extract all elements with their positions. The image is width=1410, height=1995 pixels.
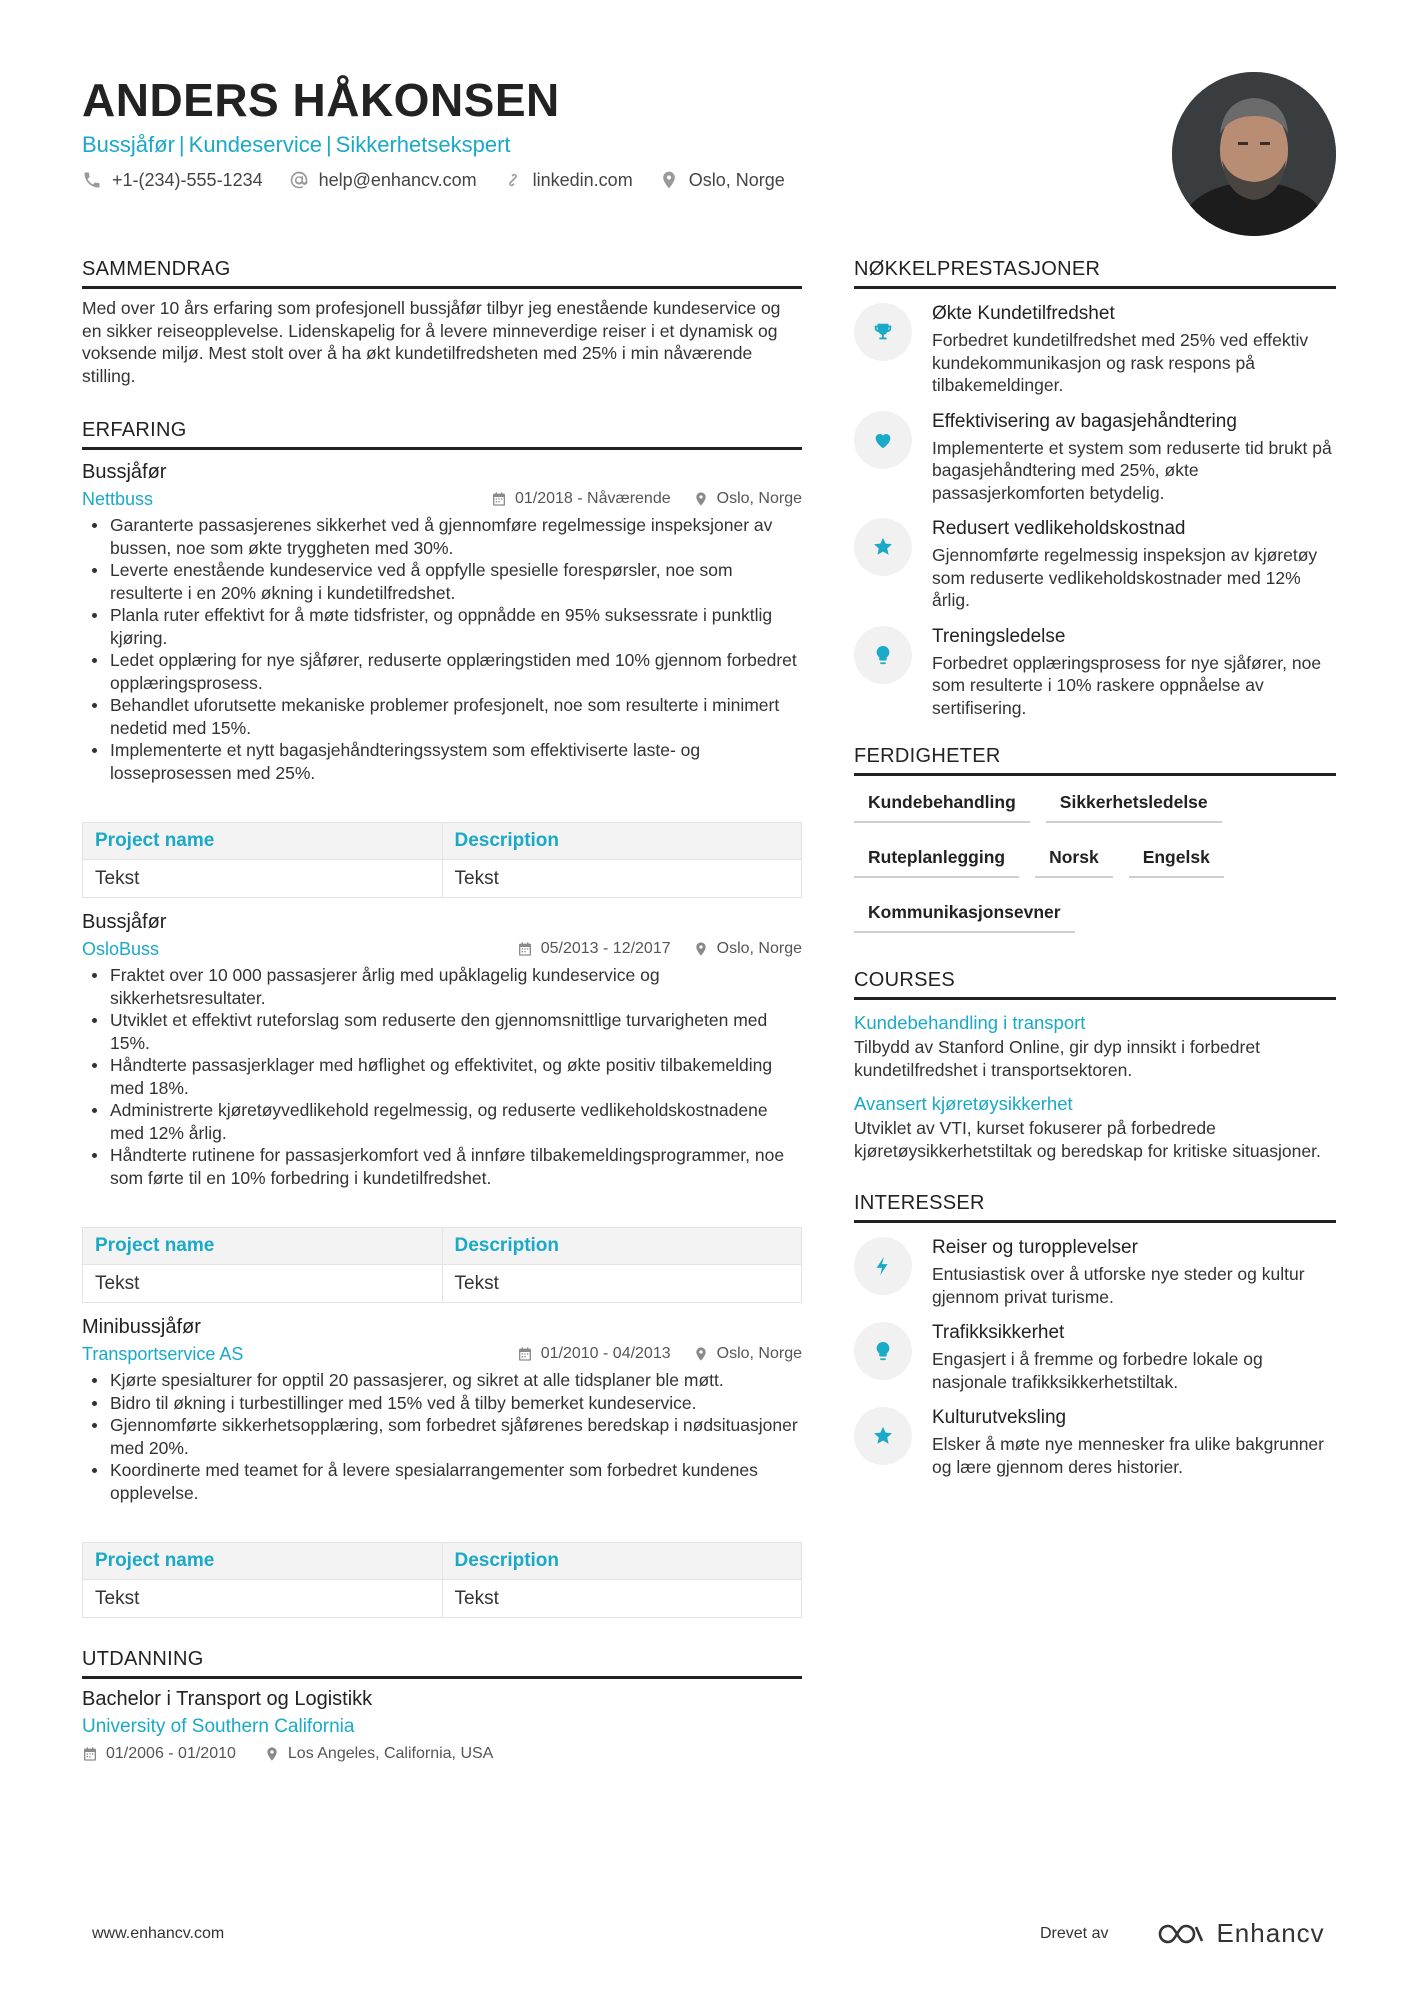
job-title: Minibussjåfør <box>82 1316 201 1338</box>
job-dates-text: 01/2018 - Nåværende <box>514 490 671 507</box>
degree: Bachelor i Transport og Logistikk <box>82 1688 373 1710</box>
skill-tag: Sikkerhetsledelse <box>1046 784 1222 823</box>
interest-title: Trafikksikkerhet <box>932 1322 1065 1343</box>
email-text: help@enhancv.com <box>318 170 477 190</box>
contact-linkedin[interactable] <box>503 166 633 194</box>
table-header-project: Project name <box>83 1228 443 1265</box>
achievement-title: Effektivisering av bagasjehåndtering <box>932 410 1237 432</box>
interest-item <box>854 1320 1336 1393</box>
job-bullets <box>82 514 802 784</box>
achievement-body <box>932 516 1336 612</box>
list-item: Bidro til økning i turbestillinger med 15% ved å tilby bemerket kundeservice. <box>82 1392 802 1415</box>
list-item: Administrerte kjøretøyvedlikehold regelmessig, og reduserte vedlikeholdskostnadene med 12% årlig. <box>82 1099 802 1144</box>
calendar-icon <box>517 1346 533 1362</box>
education-section <box>82 1646 802 1767</box>
company-name[interactable]: Transportservice AS <box>82 1344 244 1364</box>
education-location <box>264 1741 493 1767</box>
phone-text: +1-(234)-555-1234 <box>112 170 263 190</box>
education-dates-text: 01/2006 - 01/2010 <box>106 1745 236 1762</box>
resume-header <box>82 72 1142 194</box>
tagline-role-2: Kundeservice <box>188 132 322 157</box>
location-pin-icon <box>693 491 709 507</box>
table-row <box>83 1265 802 1303</box>
table-header-description: Description <box>442 823 802 860</box>
table-header-description: Description <box>442 1543 802 1580</box>
list-item: Koordinerte med teamet for å levere spesialarrangementer som forbedret kundenes opplevelse. <box>82 1459 802 1504</box>
job-meta <box>82 1341 802 1367</box>
achievement-body <box>932 409 1336 505</box>
interest-text: Elsker å møte nye mennesker fra ulike bakgrunner og lære gjennom deres historier. <box>932 1434 1324 1477</box>
lightning-icon <box>872 1255 894 1277</box>
job-meta <box>82 486 802 512</box>
location-pin-icon <box>264 1746 280 1762</box>
interest-icon-badge <box>854 1407 912 1465</box>
job-location-text: Oslo, Norge <box>716 1345 802 1362</box>
interest-icon-badge <box>854 1322 912 1380</box>
list-item: Ledet opplæring for nye sjåfører, reduserte opplæringstiden med 10% gjennom forbedret opplæringsprosess. <box>82 649 802 694</box>
skill-tag: Kommunikasjonsevner <box>854 894 1075 933</box>
at-icon <box>289 170 309 190</box>
interest-body <box>932 1405 1336 1478</box>
experience-section <box>82 417 802 1618</box>
contact-phone[interactable] <box>82 166 263 194</box>
star-icon <box>872 1425 894 1447</box>
list-item: Utviklet et effektivt ruteforslag som reduserte den gjennomsnittlige turvarigheten med 15%. <box>82 1009 802 1054</box>
left-column <box>82 256 802 1767</box>
job-location <box>693 1341 802 1367</box>
achievement-body <box>932 301 1336 397</box>
achievement-title: Treningsledelse <box>932 625 1066 647</box>
achievement-text: Forbedret opplæringsprosess for nye sjåfører, noe som resulterte i 10% raskere oppnåelse av sertifisering. <box>932 652 1322 718</box>
job-entry <box>82 1313 802 1618</box>
interest-title: Reiser og turopplevelser <box>932 1237 1138 1258</box>
interest-item <box>854 1235 1336 1308</box>
job-entry <box>82 458 802 898</box>
interest-text: Engasjert i å fremme og forbedre lokale og nasjonale trafikksikkerhetstiltak. <box>932 1349 1263 1392</box>
table-cell: Tekst <box>442 1580 802 1618</box>
phone-icon <box>82 170 102 190</box>
linkedin-text: linkedin.com <box>532 170 633 190</box>
lightbulb-icon <box>872 1340 894 1362</box>
interest-title: Kulturutveksling <box>932 1407 1067 1428</box>
location-pin-icon <box>693 1346 709 1362</box>
job-dates-text: 01/2010 - 04/2013 <box>540 1345 671 1362</box>
location-pin-icon <box>659 170 679 190</box>
achievement-title: Økte Kundetilfredshet <box>932 303 1115 324</box>
list-item: Gjennomførte sikkerhetsopplæring, som forbedret sjåførenes beredskap i nødsituasjoner med 20%. <box>82 1414 802 1459</box>
section-title-experience: ERFARING <box>82 417 802 450</box>
achievement-item <box>854 624 1336 720</box>
powered-by-text: Drevet av <box>1040 1924 1109 1942</box>
achievement-item <box>854 516 1336 612</box>
table-cell: Tekst <box>442 860 802 898</box>
contact-location <box>659 166 785 194</box>
tagline <box>82 130 1142 160</box>
link-icon <box>503 170 523 190</box>
skill-tag: Engelsk <box>1129 839 1224 878</box>
job-meta-details <box>517 1341 802 1367</box>
education-meta <box>82 1741 802 1767</box>
list-item: Behandlet uforutsette mekaniske problemer profesjonelt, noe som resulterte i minimert nedetid med 15%. <box>82 694 802 739</box>
summary-text: Med over 10 års erfaring som profesjonell bussjåfør tilbyr jeg enestående kundeservice og en sikker reiseopplevelse. Lidenskapelig for å levere minneverdige reiser i et dynamisk og voksende miljø. Mest stolt over å ha økt kundetilfredsheten med 25% i min nåværende stilling. <box>82 298 781 386</box>
list-item: Implementerte et nytt bagasjehåndteringssystem som effektiviserte laste- og losseprosessen med 25%. <box>82 739 802 784</box>
table-header-project: Project name <box>83 1543 443 1580</box>
job-meta-details <box>491 486 802 512</box>
table-header-description: Description <box>442 1228 802 1265</box>
tagline-separator: | <box>325 132 332 157</box>
school-name[interactable]: University of Southern California <box>82 1716 355 1737</box>
footer-branding <box>1040 1918 1325 1949</box>
job-dates <box>517 936 671 962</box>
list-item: Garanterte passasjerenes sikkerhet ved å gjennomføre regelmessige inspeksjoner av bussen, noe som økte tryggheten med 30%. <box>82 514 802 559</box>
table-cell: Tekst <box>83 860 443 898</box>
achievement-icon-badge <box>854 518 912 576</box>
table-header-row <box>83 1228 802 1265</box>
calendar-icon <box>491 491 507 507</box>
skill-tag: Norsk <box>1035 839 1113 878</box>
course-title[interactable]: Avansert kjøretøysikkerhet <box>854 1093 1073 1114</box>
course-text: Tilbydd av Stanford Online, gir dyp innsikt i forbedret kundetilfredshet i transportsektoren. <box>854 1037 1260 1080</box>
job-meta <box>82 936 802 962</box>
brand-name: Enhancv <box>1216 1918 1325 1948</box>
enhancv-logo-icon <box>1156 1921 1206 1947</box>
job-title: Bussjåfør <box>82 461 167 483</box>
job-dates <box>517 1341 671 1367</box>
achievements-section <box>854 256 1336 719</box>
project-table <box>82 822 802 898</box>
calendar-icon <box>82 1746 98 1762</box>
education-location-text: Los Angeles, California, USA <box>287 1745 494 1762</box>
courses-section <box>854 967 1336 1162</box>
right-column <box>854 256 1336 1478</box>
achievement-text: Implementerte et system som reduserte tid brukt på bagasjehåndtering med 25%, økte passasjerkomforten betydelig. <box>932 437 1332 503</box>
table-cell: Tekst <box>83 1265 443 1303</box>
course-text: Utviklet av VTI, kurset fokuserer på forbedrede kjøretøysikkerhetstiltak og beredskap for kritiske situasjoner. <box>854 1118 1321 1161</box>
education-dates <box>82 1741 236 1767</box>
interest-body <box>932 1320 1336 1393</box>
list-item: Håndterte rutinene for passasjerkomfort ved å innføre tilbakemeldingsprogrammer, noe som førte til en 10% forbedring i kundetilfredshet. <box>82 1144 802 1189</box>
footer-website[interactable]: www.enhancv.com <box>92 1925 225 1942</box>
section-title-interests: INTERESSER <box>854 1190 1336 1223</box>
section-title-achievements: NØKKELPRESTASJONER <box>854 256 1336 289</box>
job-bullets <box>82 964 802 1189</box>
list-item: Planla ruter effektivt for å møte tidsfrister, og oppnådde en 95% suksessrate i punktlig kjøring. <box>82 604 802 649</box>
table-header-row <box>83 1543 802 1580</box>
job-title: Bussjåfør <box>82 911 167 933</box>
table-row <box>83 1580 802 1618</box>
section-title-summary: SAMMENDRAG <box>82 256 802 289</box>
heart-icon <box>872 429 894 451</box>
achievement-text: Gjennomførte regelmessig inspeksjon av kjøretøy som reduserte vedlikeholdskostnader med 12% årlig. <box>932 545 1318 610</box>
profile-photo <box>1172 72 1336 236</box>
achievement-item <box>854 301 1336 397</box>
table-row <box>83 860 802 898</box>
calendar-icon <box>517 941 533 957</box>
brand-logo[interactable] <box>1156 1918 1324 1949</box>
interests-section <box>854 1190 1336 1478</box>
job-location <box>693 936 802 962</box>
achievement-title: Redusert vedlikeholdskostnad <box>932 518 1186 539</box>
contact-row <box>82 166 1142 194</box>
skill-tag: Ruteplanlegging <box>854 839 1019 878</box>
company-name[interactable]: Nettbuss <box>82 489 154 509</box>
job-meta-details <box>517 936 802 962</box>
interest-icon-badge <box>854 1237 912 1295</box>
table-header-project: Project name <box>83 823 443 860</box>
avatar <box>1172 72 1336 236</box>
achievement-icon-badge <box>854 411 912 469</box>
table-cell: Tekst <box>83 1580 443 1618</box>
skills-section <box>854 743 1336 949</box>
star-icon <box>872 536 894 558</box>
tagline-role-1: Bussjåfør <box>82 132 175 157</box>
interest-body <box>932 1235 1336 1308</box>
lightbulb-icon <box>872 644 894 666</box>
list-item: Leverte enestående kundeservice ved å oppfylle spesielle forespørsler, noe som resulterte i en 20% økning i kundetilfredshet. <box>82 559 802 604</box>
job-location-text: Oslo, Norge <box>716 940 802 957</box>
achievement-icon-badge <box>854 303 912 361</box>
job-bullets <box>82 1369 802 1504</box>
list-item: Kjørte spesialturer for opptil 20 passasjerer, og sikret at alle tidsplaner ble møtt. <box>82 1369 802 1392</box>
table-header-row <box>83 823 802 860</box>
achievement-body <box>932 624 1336 720</box>
section-title-education: UTDANNING <box>82 1646 802 1679</box>
job-location-text: Oslo, Norge <box>716 490 802 507</box>
section-title-skills: FERDIGHETER <box>854 743 1336 776</box>
job-location <box>693 486 802 512</box>
list-item: Håndterte passasjerklager med høflighet og effektivitet, og økte positiv tilbakemelding med 18%. <box>82 1054 802 1099</box>
job-dates <box>491 486 671 512</box>
skills-list <box>854 784 1336 949</box>
candidate-name: ANDERS HÅKONSEN <box>82 74 560 126</box>
project-table <box>82 1227 802 1303</box>
job-dates-text: 05/2013 - 12/2017 <box>540 940 671 957</box>
interest-item <box>854 1405 1336 1478</box>
project-table <box>82 1542 802 1618</box>
achievement-icon-badge <box>854 626 912 684</box>
interest-text: Entusiastisk over å utforske nye steder og kultur gjennom privat turisme. <box>932 1264 1305 1307</box>
location-text: Oslo, Norge <box>688 170 785 190</box>
achievement-item <box>854 409 1336 505</box>
section-title-courses: COURSES <box>854 967 1336 1000</box>
location-pin-icon <box>693 941 709 957</box>
job-entry <box>82 908 802 1303</box>
list-item: Fraktet over 10 000 passasjerer årlig med upåklagelig kundeservice og sikkerhetsresultater. <box>82 964 802 1009</box>
table-cell: Tekst <box>442 1265 802 1303</box>
trophy-icon <box>872 321 894 343</box>
contact-email[interactable] <box>289 166 477 194</box>
tagline-role-3: Sikkerhetsekspert <box>335 132 511 157</box>
course-title[interactable]: Kundebehandling i transport <box>854 1012 1086 1033</box>
summary-section <box>82 256 802 387</box>
tagline-separator: | <box>178 132 185 157</box>
skill-tag: Kundebehandling <box>854 784 1030 823</box>
achievement-text: Forbedret kundetilfredshet med 25% ved effektiv kundekommunikasjon og rask respons på tilbakemeldinger. <box>932 330 1309 395</box>
company-name[interactable]: OsloBuss <box>82 939 160 959</box>
